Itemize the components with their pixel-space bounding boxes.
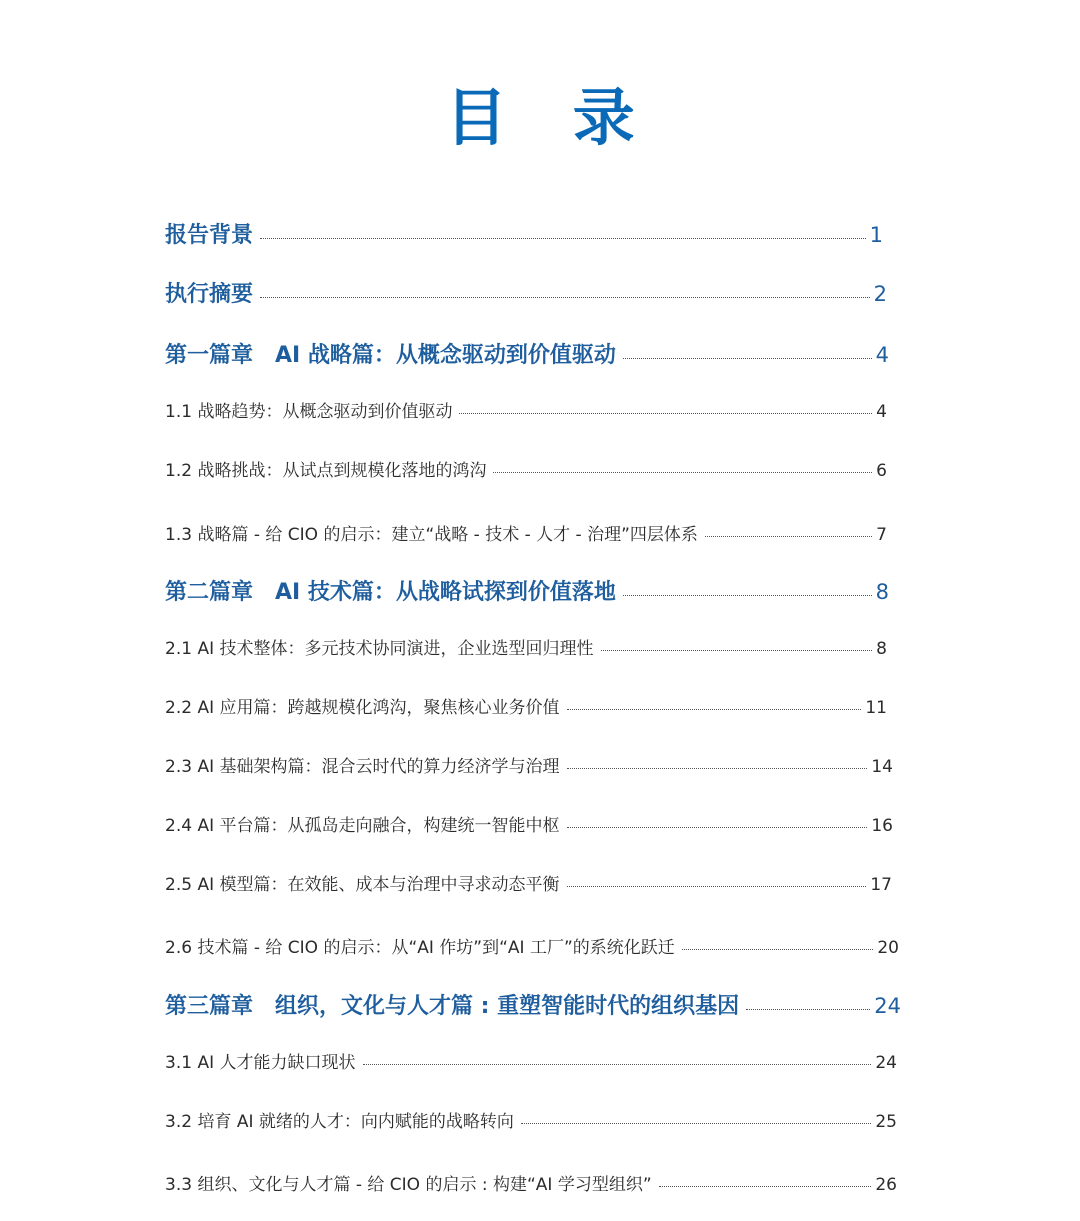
dot-leader bbox=[567, 708, 862, 710]
dot-leader bbox=[459, 412, 872, 414]
toc-label: 第一篇章 AI 战略篇：从概念驱动到价值驱动 bbox=[165, 343, 616, 368]
dot-leader bbox=[623, 357, 872, 359]
toc-label: 第三篇章 组织，文化与人才篇 : 重塑智能时代的组织基因 bbox=[165, 994, 740, 1019]
toc-entry-2-4[interactable] bbox=[165, 811, 893, 836]
toc-entry-3-1[interactable] bbox=[165, 1048, 897, 1073]
toc-entry-3-3[interactable] bbox=[165, 1170, 897, 1195]
dot-leader bbox=[363, 1063, 872, 1065]
dot-leader bbox=[567, 826, 868, 828]
dot-leader bbox=[260, 296, 870, 298]
dot-leader bbox=[746, 1008, 870, 1010]
toc-page-number: 8 bbox=[875, 580, 889, 604]
toc-label: 1.1 战略趋势：从概念驱动到价值驱动 bbox=[165, 402, 453, 422]
toc-entry-1-2[interactable] bbox=[165, 456, 887, 481]
toc-entry-2-3[interactable] bbox=[165, 752, 893, 777]
toc-entry-chapter-3[interactable] bbox=[165, 989, 901, 1020]
toc-label: 2.2 AI 应用篇：跨越规模化鸿沟，聚焦核心业务价值 bbox=[165, 698, 560, 718]
toc-page-number: 7 bbox=[876, 525, 887, 545]
toc-entry-2-1[interactable] bbox=[165, 634, 887, 659]
toc-label: 3.3 组织、文化与人才篇 - 给 CIO 的启示 : 构建“AI 学习型组织” bbox=[165, 1175, 652, 1195]
toc-page-number: 14 bbox=[871, 757, 893, 777]
toc-page-number: 1 bbox=[869, 223, 883, 247]
toc-entry-1-1[interactable] bbox=[165, 397, 887, 422]
toc-page-number: 11 bbox=[865, 698, 887, 718]
toc-entry-2-6[interactable] bbox=[165, 933, 899, 958]
toc-page-number: 16 bbox=[871, 816, 893, 836]
toc-page-number: 8 bbox=[876, 639, 887, 659]
toc-page-number: 6 bbox=[876, 461, 887, 481]
toc-page-number: 4 bbox=[875, 343, 889, 367]
toc-label: 第二篇章 AI 技术篇：从战略试探到价值落地 bbox=[165, 580, 616, 605]
dot-leader bbox=[521, 1122, 871, 1124]
toc-label: 报告背景 bbox=[165, 223, 254, 248]
toc-entry-chapter-2[interactable] bbox=[165, 575, 889, 606]
toc-page-number: 20 bbox=[877, 938, 899, 958]
toc-label: 2.4 AI 平台篇：从孤岛走向融合，构建统一智能中枢 bbox=[165, 816, 560, 836]
dot-leader bbox=[260, 237, 866, 239]
toc-page-number: 17 bbox=[870, 875, 892, 895]
dot-leader bbox=[682, 948, 874, 950]
toc-label: 2.1 AI 技术整体：多元技术协同演进，企业选型回归理性 bbox=[165, 639, 594, 659]
toc-page-number: 24 bbox=[875, 1053, 897, 1073]
toc-page-number: 25 bbox=[875, 1112, 897, 1132]
toc-label: 2.5 AI 模型篇：在效能、成本与治理中寻求动态平衡 bbox=[165, 875, 560, 895]
toc-label: 3.2 培育 AI 就绪的人才：向内赋能的战略转向 bbox=[165, 1112, 514, 1132]
dot-leader bbox=[567, 767, 868, 769]
dot-leader bbox=[705, 535, 872, 537]
toc-label: 执行摘要 bbox=[165, 282, 254, 307]
toc-label: 2.6 技术篇 - 给 CIO 的启示：从“AI 作坊”到“AI 工厂”的系统化跃迁 bbox=[165, 938, 675, 958]
dot-leader bbox=[567, 885, 867, 887]
toc-page-number: 2 bbox=[873, 282, 887, 306]
toc-entry-2-2[interactable] bbox=[165, 693, 887, 718]
dot-leader bbox=[601, 649, 873, 651]
toc-page-number: 4 bbox=[876, 402, 887, 422]
dot-leader bbox=[623, 594, 872, 596]
toc-label: 2.3 AI 基础架构篇：混合云时代的算力经济学与治理 bbox=[165, 757, 560, 777]
dot-leader bbox=[659, 1185, 872, 1187]
toc-page-number: 26 bbox=[875, 1175, 897, 1195]
page-title: 目 录 bbox=[445, 81, 657, 154]
toc-page-number: 24 bbox=[874, 994, 901, 1018]
toc-entry-3-2[interactable] bbox=[165, 1107, 897, 1132]
toc-entry-report-background[interactable] bbox=[165, 218, 883, 249]
toc-entry-executive-summary[interactable] bbox=[165, 277, 887, 308]
toc-entry-1-3[interactable] bbox=[165, 520, 887, 545]
toc-label: 3.1 AI 人才能力缺口现状 bbox=[165, 1053, 356, 1073]
toc-label: 1.2 战略挑战：从试点到规模化落地的鸿沟 bbox=[165, 461, 487, 481]
dot-leader bbox=[493, 471, 872, 473]
toc-entry-2-5[interactable] bbox=[165, 870, 892, 895]
toc-label: 1.3 战略篇 - 给 CIO 的启示：建立“战略 - 技术 - 人才 - 治理”四层体系 bbox=[165, 525, 698, 545]
toc-entry-chapter-1[interactable] bbox=[165, 338, 889, 369]
